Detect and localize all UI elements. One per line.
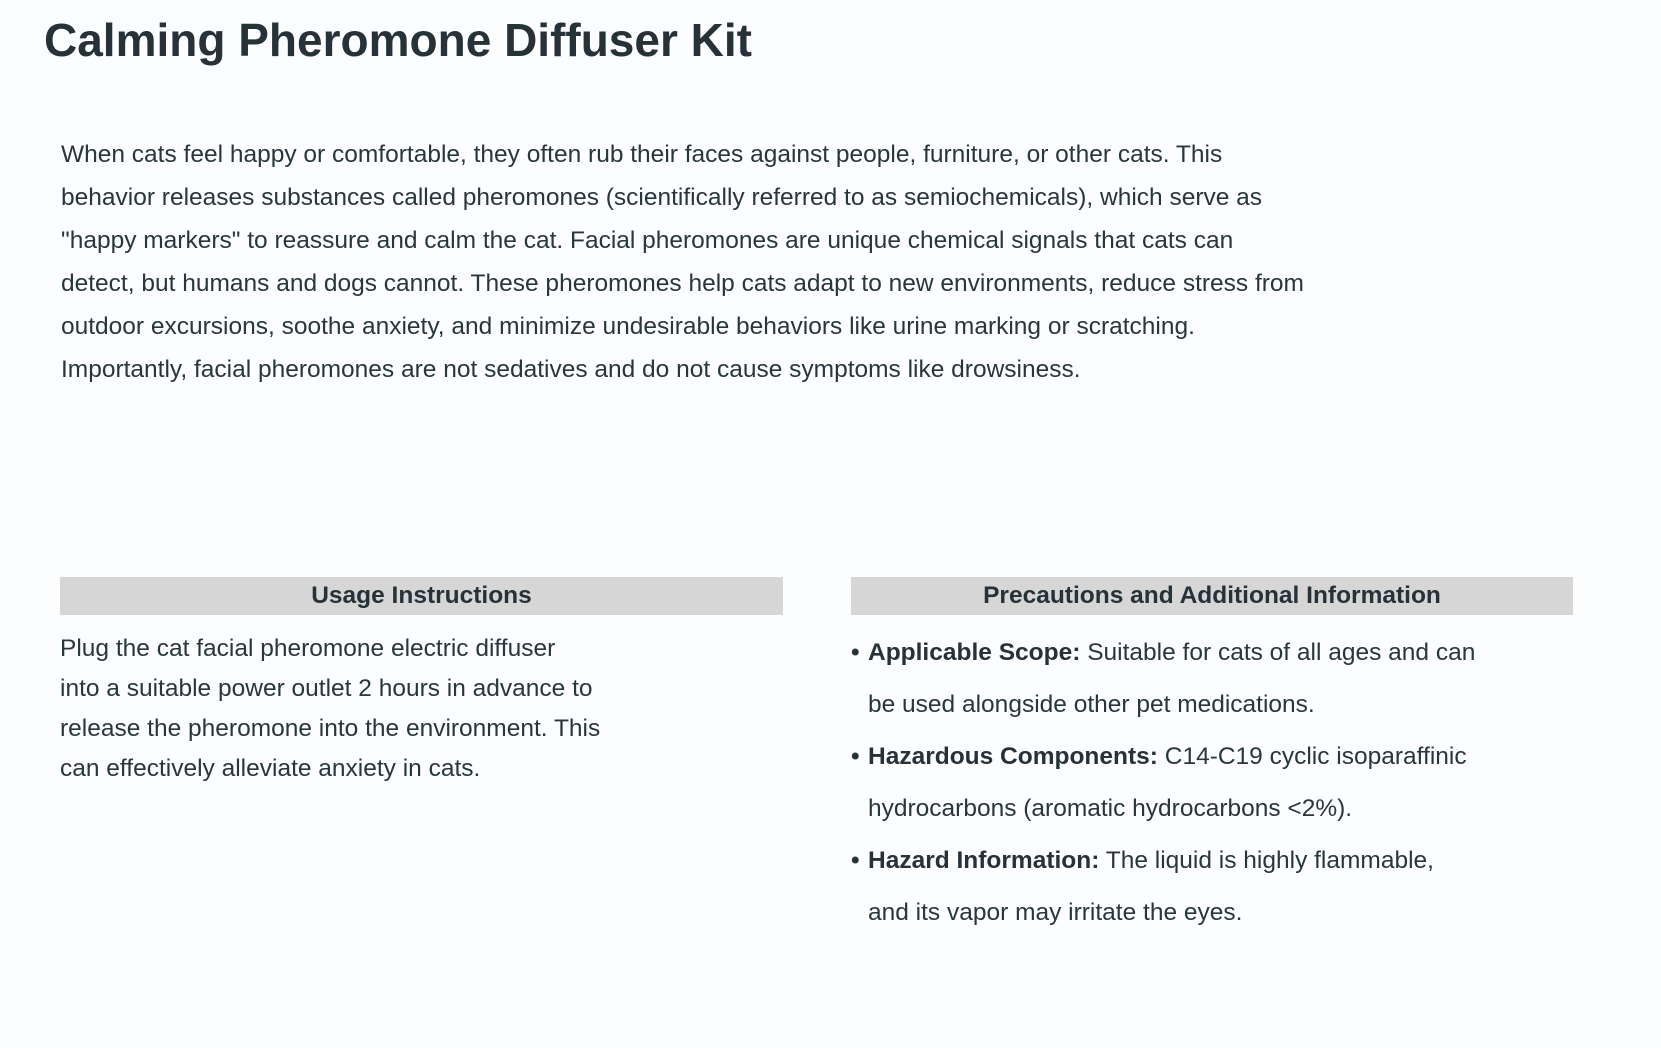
intro-paragraph: When cats feel happy or comfortable, they often rub their faces against people, furniture, or other cats. This behavior releases substances called pheromones (scientifically referred to as semiochemicals), which serve as "happy markers" to reassure and calm the cat. Facial pheromones are unique chemical signals that cats can detect, but humans and dogs cannot. These pheromones help cats adapt to new environments, reduce stress from outdoor excursions, soothe anxiety, and minimize undesirable behaviors like urine marking or scratching. Importantly, facial pheromones are not sedatives and do not cause symptoms like drowsiness. — [61, 141, 1304, 383]
usage-instructions-header: Usage Instructions — [60, 577, 783, 615]
precaution-label: Hazardous Components: — [868, 743, 1158, 770]
two-column-section — [60, 577, 1661, 939]
precautions-column — [851, 577, 1573, 939]
precaution-text: Suitable for cats of all ages and can be used alongside other pet medications. — [868, 639, 1476, 718]
precaution-text: C14-C19 cyclic isoparaffinic hydrocarbons (aromatic hydrocarbons <2%). — [868, 743, 1467, 822]
precaution-item-hazard-information — [851, 835, 1573, 939]
precaution-item-hazardous-components — [851, 731, 1573, 835]
usage-instructions-column — [60, 577, 783, 939]
page-title: Calming Pheromone Diffuser Kit — [44, 14, 752, 66]
precaution-text: The liquid is highly flammable, and its vapor may irritate the eyes. — [868, 847, 1434, 926]
precautions-list — [851, 627, 1573, 939]
precaution-label: Hazard Information: — [868, 847, 1100, 874]
usage-instructions-body: Plug the cat facial pheromone electric diffuser into a suitable power outlet 2 hours in advance to release the pheromone into the environment. This can effectively alleviate anxiety in cats. — [60, 635, 601, 782]
document-page — [0, 14, 1661, 939]
precaution-item-applicable-scope — [851, 627, 1573, 731]
precaution-label: Applicable Scope: — [868, 639, 1081, 666]
precautions-header: Precautions and Additional Information — [851, 577, 1573, 615]
